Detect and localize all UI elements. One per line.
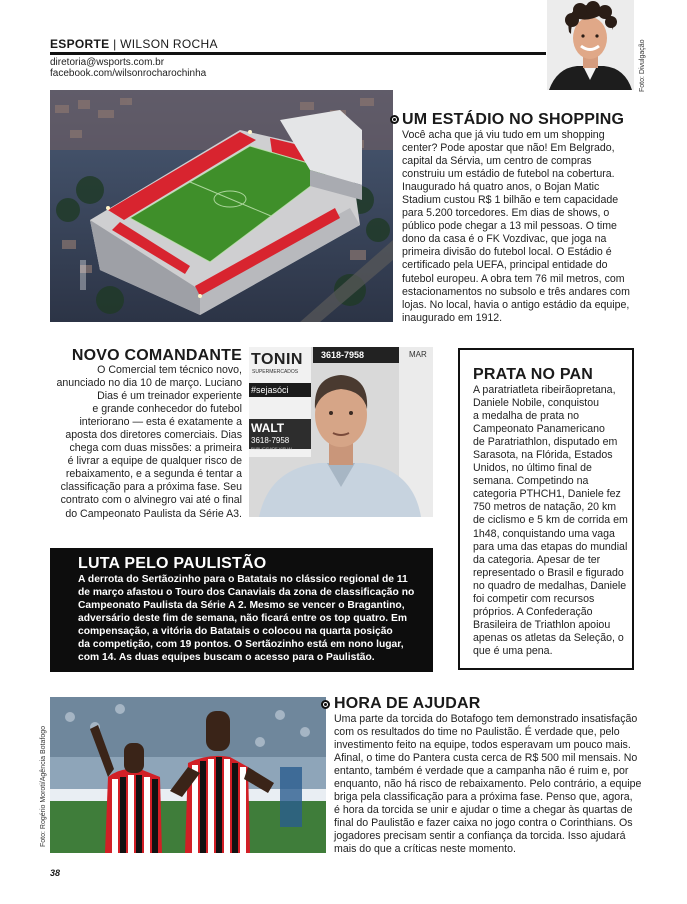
players-photo bbox=[50, 697, 326, 853]
body-line: classificação para a próxima fase. Seu bbox=[60, 481, 242, 494]
body-line: de Paratriathlon, disputado em bbox=[473, 436, 618, 449]
column-header bbox=[50, 37, 218, 51]
author-photo-credit: Foto: Divulgação bbox=[639, 39, 646, 92]
body-line: construiu um estádio de futebol na cobertura. bbox=[402, 168, 615, 181]
body-line: de ciclismo e 5 km de corrida em bbox=[473, 514, 628, 527]
paulistao-box bbox=[50, 548, 433, 672]
sign-walt: WALT bbox=[251, 421, 285, 435]
body-line: no quadro de medalhas, Daniele bbox=[473, 579, 627, 592]
body-line: dono da casa é o FK Vozdivac, que joga na bbox=[402, 233, 607, 246]
body-line: semana. Competindo na bbox=[473, 475, 589, 488]
body-line: A derrota do Sertãozinho para o Batatais no clássico regional de 11 bbox=[78, 574, 408, 585]
sign-walt-phone: 3618-7958 bbox=[251, 436, 290, 445]
body-line: de março afastou o Touro dos Canaviais da zona de classificação no bbox=[78, 587, 415, 599]
body-line: O Comercial tem técnico novo, bbox=[97, 364, 242, 376]
body-line: Afinal, o time do Pantera custa cerca de R$ 500 mil mensais. No bbox=[334, 752, 638, 765]
estadio-title: UM ESTÁDIO NO SHOPPING bbox=[402, 111, 625, 128]
author-facebook[interactable]: facebook.com/wilsonrocharochinha bbox=[50, 68, 207, 79]
body-line: Uma parte da torcida do Botafogo tem demonstrado insatisfação bbox=[334, 713, 638, 725]
body-line: Você acha que já viu tudo em um shopping bbox=[402, 129, 605, 141]
ajudar-body bbox=[334, 713, 644, 857]
body-line: Sarasota, na Flórida, Estados bbox=[473, 449, 613, 462]
body-line: 750 metros de natação, 20 km bbox=[473, 501, 617, 514]
body-line: categoria PTHCH1, Daniele fez bbox=[473, 488, 621, 501]
body-line: a medalha de prata no bbox=[473, 410, 580, 423]
sign-mar: MAR bbox=[409, 350, 427, 359]
body-line: é livrar a equipe de qualquer risco de bbox=[67, 455, 242, 468]
body-line: que é uma pena. bbox=[473, 644, 553, 657]
body-line: chega com duas missões: a primeira bbox=[69, 442, 242, 455]
body-line: A paratriatleta ribeirãopretana, bbox=[473, 384, 616, 396]
body-line: inaugurado em 1912. bbox=[402, 311, 503, 324]
coach-photo bbox=[249, 347, 433, 517]
body-line: da competição, com 19 pontos. O Sertãozinho está em nono lugar, bbox=[78, 639, 404, 651]
body-line: estacionamentos no subsolo e três andares com bbox=[402, 285, 630, 298]
stadium-aerial-photo bbox=[50, 90, 393, 322]
sign-walt-sub: PUBLICIDADE VISUAL bbox=[251, 446, 294, 451]
body-line: para uma das etapas do mundial bbox=[473, 540, 628, 553]
estadio-bullet-icon bbox=[390, 115, 399, 124]
body-line: Brasileira de Triathlon apoiou bbox=[473, 618, 611, 631]
body-line: Inaugurado há quatro anos, o Bojan Matic bbox=[402, 181, 600, 194]
comandante-body bbox=[50, 364, 242, 521]
body-line: para 5.200 torcedores. Em dias de shows, o bbox=[402, 207, 610, 220]
body-line: do Campeonato Paulista da Série A3. bbox=[65, 507, 242, 520]
body-line: adversário deste fim de semana, não ficará entre os top quatro. Em bbox=[78, 613, 408, 625]
body-line: é hora da torcida se unir e ajudar o time a chegar às quartas de bbox=[334, 804, 633, 817]
body-line: Dias é um treinador experiente bbox=[97, 390, 242, 403]
body-line: briga pela classificação para a próxima fase. Penso que, agora, bbox=[334, 791, 633, 804]
body-line: aposta dos diretores comerciais. Dias bbox=[65, 429, 242, 442]
body-line: capital da Sérvia, um centro de compras bbox=[402, 155, 592, 168]
pan-body bbox=[473, 384, 633, 658]
body-line: Daniele Nobile, conquistou bbox=[473, 397, 600, 410]
ajudar-bullet-icon bbox=[321, 700, 330, 709]
players-photo-credit: Foto: Rogério Moroti/Agência Botafogo bbox=[40, 725, 47, 847]
body-line: rebaixamento, e a segunda é tentar a bbox=[65, 468, 242, 481]
body-line: Campeonato Panamericano bbox=[473, 423, 605, 436]
pan-title: PRATA NO PAN bbox=[473, 366, 594, 383]
body-line: apenas os atletas da Seleção, o bbox=[473, 631, 624, 644]
body-line: Stadium custou R$ 1 bilhão e tem capacidade bbox=[402, 194, 619, 207]
sign-brand-sub: SUPERMERCADOS bbox=[252, 369, 299, 375]
paulistao-body bbox=[78, 573, 428, 664]
body-line: com os resultados do time no Paulistão. É verdade que, pelo bbox=[334, 726, 620, 739]
body-line: futebol europeu. A obra tem 76 mil metros, com bbox=[402, 272, 625, 285]
author-email[interactable]: diretoria@wsports.com.br bbox=[50, 57, 165, 68]
body-line: entanto, também é verdade que a campanha não é ruim e, por bbox=[334, 765, 629, 778]
body-line: investimento feito na equipe, todos esperavam um pouco mais. bbox=[334, 739, 631, 752]
body-line: da categoria. Apesar de ter bbox=[473, 553, 601, 566]
ajudar-title: HORA DE AJUDAR bbox=[334, 695, 481, 712]
body-line: primeira divisão do futebol local. O Estádio é bbox=[402, 246, 612, 259]
body-line: center? Pode apostar que não! Em Belgrado, bbox=[402, 142, 615, 155]
body-line: enquanto, não há risco de rebaixamento. Pelo contrário, a equipe bbox=[334, 778, 642, 791]
body-line: 1h48, conquistando uma vaga bbox=[473, 527, 615, 540]
body-line: com 14. As duas equipes buscam o acesso para o Paulistão. bbox=[78, 652, 375, 664]
body-line: contrato com o alvinegro vai até o final bbox=[60, 494, 242, 507]
pan-box bbox=[458, 348, 634, 670]
body-line: lojas. No local, havia o antigo estádio da equipe, bbox=[402, 298, 630, 311]
section-name: ESPORTE bbox=[50, 37, 110, 51]
body-line: compensação, a vitória do Batatais o colocou na quarta posição bbox=[78, 626, 393, 638]
header-rule bbox=[50, 52, 546, 55]
body-line: Campeonato Paulista da Série A 2. Mesmo se vencer o Bragantino, bbox=[78, 600, 405, 612]
body-line: certificado pela UEFA, principal entidade do bbox=[402, 259, 608, 272]
header-separator: | bbox=[113, 37, 117, 51]
body-line: e grande conhecedor do futebol bbox=[92, 403, 242, 416]
body-line: anunciado no dia 10 de março. Luciano bbox=[56, 377, 242, 390]
body-line: jogadores precisam sentir a confiança da torcida. Isso ajudará bbox=[334, 830, 626, 843]
sign-phone: 3618-7958 bbox=[321, 350, 365, 360]
page-number: 38 bbox=[50, 868, 61, 878]
body-line: público pode chegar a 13 mil pessoas. O time bbox=[402, 220, 617, 233]
body-line: representado o Brasil e figurado bbox=[473, 566, 624, 579]
body-line: mais do que a críticas neste momento. bbox=[334, 843, 516, 856]
paulistao-title: LUTA PELO PAULISTÃO bbox=[78, 555, 267, 572]
body-line: interiorano — esta é exatamente a bbox=[79, 416, 242, 429]
body-line: foi competir com recursos bbox=[473, 592, 595, 605]
sign-brand: TONIN bbox=[251, 351, 303, 368]
author-photo bbox=[547, 0, 634, 90]
body-line: final do Paulistão e fazer caixa no jogo contra o Corinthians. Os bbox=[334, 817, 633, 830]
author-name: WILSON ROCHA bbox=[120, 37, 218, 51]
comandante-title: NOVO COMANDANTE bbox=[71, 347, 242, 364]
sign-hashtag: #sejasóci bbox=[251, 385, 289, 395]
estadio-body bbox=[402, 129, 642, 325]
body-line: Unidos, no último final de bbox=[473, 462, 592, 475]
body-line: próprios. A Confederação bbox=[473, 605, 593, 618]
